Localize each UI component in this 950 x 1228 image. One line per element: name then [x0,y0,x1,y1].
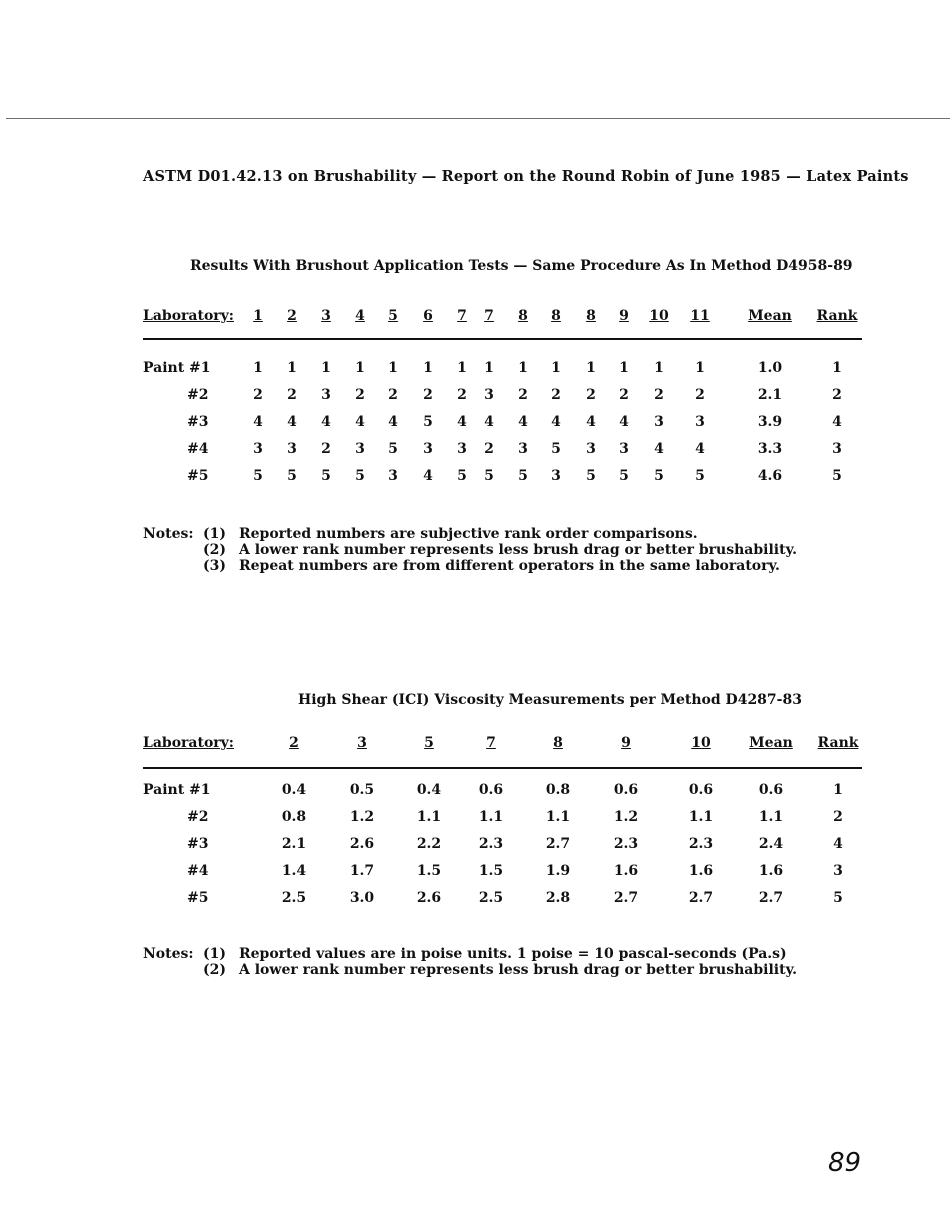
rank-column-header: Rank [816,308,858,324]
mean-cell: 0.6 [758,782,784,798]
table-cell: 4 [518,414,528,430]
table-cell: 2 [619,387,629,403]
rank-cell: 4 [832,414,842,430]
table2-title: High Shear (ICI) Viscosity Measurements per Method D4287-83 [298,692,802,708]
top-rule [6,118,950,119]
table-cell: 4 [619,414,629,430]
notes-label: Notes: [143,526,194,542]
table-cell: 4 [695,441,705,457]
table-cell: 2.2 [416,836,442,852]
rank-cell: 1 [833,782,843,798]
table-cell: 1 [287,360,297,376]
note-text: A lower rank number represents less brush drag or better brushability. [239,542,797,558]
lab-column-header: 4 [355,308,365,324]
table-cell: 5 [518,468,528,484]
mean-cell: 1.1 [758,809,784,825]
table-cell: 2.6 [349,836,375,852]
table-cell: 2.7 [545,836,571,852]
table-cell: 3 [518,441,528,457]
table-cell: 5 [654,468,664,484]
lab-column-header: 2 [289,735,299,751]
mean-cell: 2.4 [758,836,784,852]
row-label: #5 [187,468,209,484]
row-label: #5 [187,890,209,906]
rank-column-header: Rank [817,735,859,751]
table-cell: 1.5 [478,863,504,879]
table-cell: 2 [388,387,398,403]
table-cell: 2.7 [688,890,714,906]
mean-column-header: Mean [748,308,792,324]
rank-cell: 5 [833,890,843,906]
lab-column-header: 5 [388,308,398,324]
table-cell: 5 [423,414,433,430]
lab-column-header: 5 [424,735,434,751]
notes-label: Notes: [143,946,194,962]
table-cell: 3 [586,441,596,457]
table-cell: 5 [457,468,467,484]
table-cell: 2 [423,387,433,403]
lab-column-header: 10 [691,735,711,751]
table-cell: 3 [321,387,331,403]
table-cell: 2.8 [545,890,571,906]
table-cell: 0.6 [478,782,504,798]
mean-cell: 2.1 [757,387,783,403]
lab-column-header: 7 [486,735,496,751]
table-cell: 5 [253,468,263,484]
mean-column-header: Mean [749,735,793,751]
table-cell: 3 [484,387,494,403]
table1-title: Results With Brushout Application Tests — Same Procedure As In Method D4958-89 [190,258,853,274]
table-cell: 1 [654,360,664,376]
row-label: Paint #1 [143,782,211,798]
table-cell: 2 [321,441,331,457]
note-number: (1) [203,526,226,542]
lab-column-header: 6 [423,308,433,324]
table-cell: 3 [654,414,664,430]
table-cell: 0.6 [688,782,714,798]
table-cell: 4 [287,414,297,430]
table-cell: 4 [423,468,433,484]
report-header: ASTM D01.42.13 on Brushability — Report on the Round Robin of June 1985 — Latex Paints [143,168,909,185]
note-text: Reported values are in poise units. 1 poise = 10 pascal-seconds (Pa.s) [239,946,787,962]
note-text: A lower rank number represents less brush drag or better brushability. [239,962,797,978]
lab-column-header: 2 [287,308,297,324]
mean-cell: 1.0 [757,360,783,376]
table-cell: 5 [287,468,297,484]
note-text: Reported numbers are subjective rank order comparisons. [239,526,698,542]
note-number: (2) [203,962,226,978]
table-cell: 5 [695,468,705,484]
table-cell: 1.5 [416,863,442,879]
table-cell: 4 [654,441,664,457]
lab-column-header: 9 [621,735,631,751]
table2-header-rule [143,767,862,769]
table-cell: 3 [287,441,297,457]
table-cell: 1.7 [349,863,375,879]
table-cell: 1.9 [545,863,571,879]
table-cell: 4 [388,414,398,430]
table1-header-rule [143,338,862,340]
lab-column-header: 8 [586,308,596,324]
table-cell: 1.4 [281,863,307,879]
table-cell: 3 [551,468,561,484]
table-cell: 2 [695,387,705,403]
lab-column-header: 11 [690,308,710,324]
lab-column-header: 3 [357,735,367,751]
table-cell: 2 [586,387,596,403]
table-cell: 4 [551,414,561,430]
rank-cell: 1 [832,360,842,376]
table-cell: 2.1 [281,836,307,852]
table-cell: 3 [355,441,365,457]
row-label: #4 [187,863,209,879]
rank-cell: 4 [833,836,843,852]
table-cell: 1 [518,360,528,376]
table-cell: 4 [457,414,467,430]
table-cell: 4 [355,414,365,430]
table-cell: 2 [518,387,528,403]
table-cell: 1.1 [545,809,571,825]
note-number: (3) [203,558,226,574]
note-text: Repeat numbers are from different operators in the same laboratory. [239,558,780,574]
table-cell: 1 [321,360,331,376]
row-label: #2 [187,809,209,825]
lab-column-header: 10 [649,308,669,324]
table-cell: 5 [551,441,561,457]
table-cell: 0.4 [416,782,442,798]
lab-column-header: 8 [551,308,561,324]
table-cell: 3 [457,441,467,457]
table-cell: 4 [321,414,331,430]
table-cell: 1 [619,360,629,376]
lab-column-header: 7 [484,308,494,324]
table-cell: 2 [484,441,494,457]
table-cell: 2 [551,387,561,403]
mean-cell: 4.6 [757,468,783,484]
table-cell: 0.4 [281,782,307,798]
table-cell: 0.5 [349,782,375,798]
table-cell: 5 [586,468,596,484]
lab-column-header: 8 [518,308,528,324]
row-label: #4 [187,441,209,457]
table-cell: 3 [388,468,398,484]
table-cell: 1.1 [688,809,714,825]
table-cell: 1.1 [478,809,504,825]
rank-cell: 5 [832,468,842,484]
lab-column-header: 7 [457,308,467,324]
laboratory-label: Laboratory: [143,735,234,751]
table-cell: 1 [551,360,561,376]
mean-cell: 3.3 [757,441,783,457]
page-number: 89 [828,1148,862,1178]
table-cell: 2 [654,387,664,403]
table-cell: 1 [695,360,705,376]
table-cell: 5 [388,441,398,457]
laboratory-label: Laboratory: [143,308,234,324]
table-cell: 5 [355,468,365,484]
table-cell: 2.3 [613,836,639,852]
table-cell: 2 [287,387,297,403]
table-cell: 2.3 [478,836,504,852]
table-cell: 2.5 [281,890,307,906]
table-cell: 3 [423,441,433,457]
table-cell: 1 [388,360,398,376]
row-label: #3 [187,414,209,430]
table-cell: 2 [253,387,263,403]
table-cell: 5 [484,468,494,484]
table-cell: 3 [253,441,263,457]
row-label: Paint #1 [143,360,211,376]
mean-cell: 1.6 [758,863,784,879]
lab-column-header: 8 [553,735,563,751]
table-cell: 1.6 [688,863,714,879]
table-cell: 1 [423,360,433,376]
table-cell: 2.5 [478,890,504,906]
table-cell: 5 [619,468,629,484]
row-label: #3 [187,836,209,852]
note-number: (2) [203,542,226,558]
table-cell: 1.2 [613,809,639,825]
table-cell: 1.6 [613,863,639,879]
table-cell: 2 [457,387,467,403]
table-cell: 4 [484,414,494,430]
table-cell: 4 [253,414,263,430]
table-cell: 0.8 [281,809,307,825]
table-cell: 1 [484,360,494,376]
table-cell: 2.6 [416,890,442,906]
table-cell: 1 [586,360,596,376]
rank-cell: 2 [832,387,842,403]
table-cell: 3.0 [349,890,375,906]
mean-cell: 2.7 [758,890,784,906]
table-cell: 3 [619,441,629,457]
mean-cell: 3.9 [757,414,783,430]
table-cell: 1 [253,360,263,376]
note-number: (1) [203,946,226,962]
row-label: #2 [187,387,209,403]
lab-column-header: 1 [253,308,263,324]
table-cell: 0.6 [613,782,639,798]
lab-column-header: 9 [619,308,629,324]
table-cell: 5 [321,468,331,484]
table-cell: 3 [695,414,705,430]
rank-cell: 3 [832,441,842,457]
table-cell: 1 [457,360,467,376]
table-cell: 1 [355,360,365,376]
table-cell: 2.7 [613,890,639,906]
rank-cell: 3 [833,863,843,879]
table-cell: 1.2 [349,809,375,825]
table-cell: 2 [355,387,365,403]
table-cell: 1.1 [416,809,442,825]
table-cell: 4 [586,414,596,430]
lab-column-header: 3 [321,308,331,324]
rank-cell: 2 [833,809,843,825]
table-cell: 0.8 [545,782,571,798]
table-cell: 2.3 [688,836,714,852]
